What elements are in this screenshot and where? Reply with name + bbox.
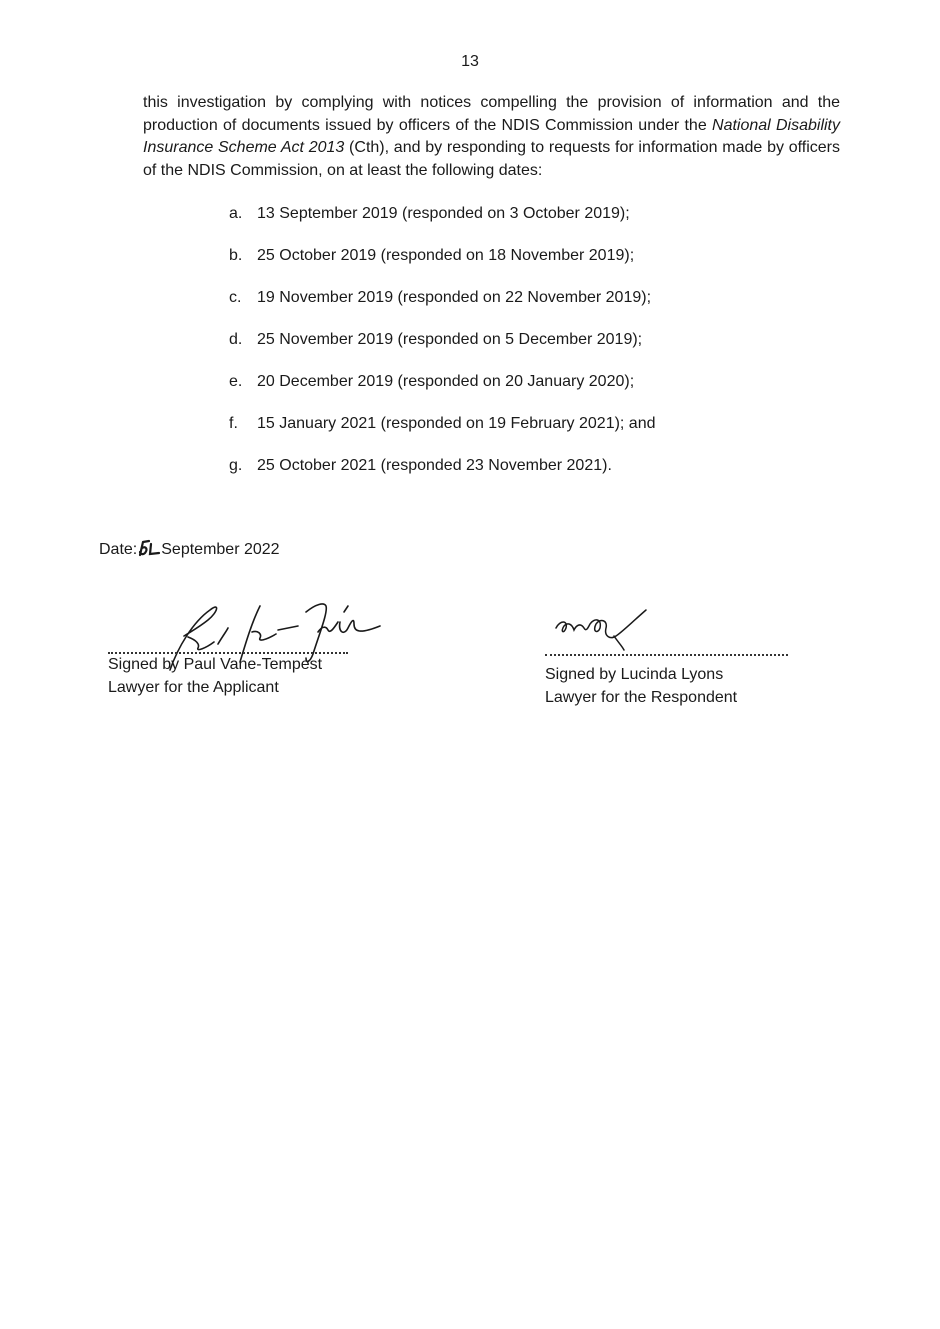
list-item-text: 13 September 2019 (responded on 3 October 2019); [257, 205, 630, 222]
list-item-text: 25 October 2021 (responded 23 November 2021). [257, 457, 612, 474]
date-rest: September 2022 [161, 541, 280, 558]
paragraph-text-end: (Cth), and by responding to requests for information made by officers of the NDIS Commission, on at least the following dates: [143, 139, 840, 179]
list-marker: d. [229, 331, 243, 348]
list-item-text: 25 October 2019 (responded on 18 November 2019); [257, 247, 635, 264]
list-marker: a. [229, 205, 243, 222]
date-label: Date: [99, 541, 138, 558]
list-marker: g. [229, 457, 243, 474]
respondent-role: Lawyer for the Respondent [545, 689, 738, 706]
list-item [229, 329, 656, 371]
respondent-signature [550, 606, 710, 656]
list-item-text: 20 December 2019 (responded on 20 January 2020); [257, 373, 635, 390]
handwritten-day [137, 539, 161, 557]
date-line [99, 539, 280, 561]
body-paragraph [143, 92, 840, 182]
list-marker: e. [229, 373, 243, 390]
list-marker: c. [229, 289, 242, 306]
applicant-signed-by: Signed by Paul Vane-Tempest [108, 656, 323, 673]
respondent-signature-line [545, 654, 788, 656]
list-item-text: 25 November 2019 (responded on 5 December 2019); [257, 331, 643, 348]
page-number: 13 [461, 53, 479, 70]
list-item [229, 287, 656, 329]
list-item-text: 15 January 2021 (responded on 19 February 2021); and [257, 415, 656, 432]
list-item [229, 455, 656, 497]
list-marker: f. [229, 415, 238, 432]
list-marker: b. [229, 247, 243, 264]
list-item [229, 371, 656, 413]
list-item [229, 413, 656, 455]
list-item [229, 245, 656, 287]
list-item [229, 203, 656, 245]
paragraph-text-start: this investigation by complying with notices compelling the provision of information and the production of documents issued by officers of the NDIS Commission under the [143, 94, 840, 134]
act-name: National Disability Insurance Scheme Act 2013 [143, 116, 841, 156]
list-item-text: 19 November 2019 (responded on 22 November 2019); [257, 289, 652, 306]
dates-list [229, 203, 656, 497]
respondent-signed-by: Signed by Lucinda Lyons [545, 666, 724, 683]
applicant-role: Lawyer for the Applicant [108, 679, 279, 696]
